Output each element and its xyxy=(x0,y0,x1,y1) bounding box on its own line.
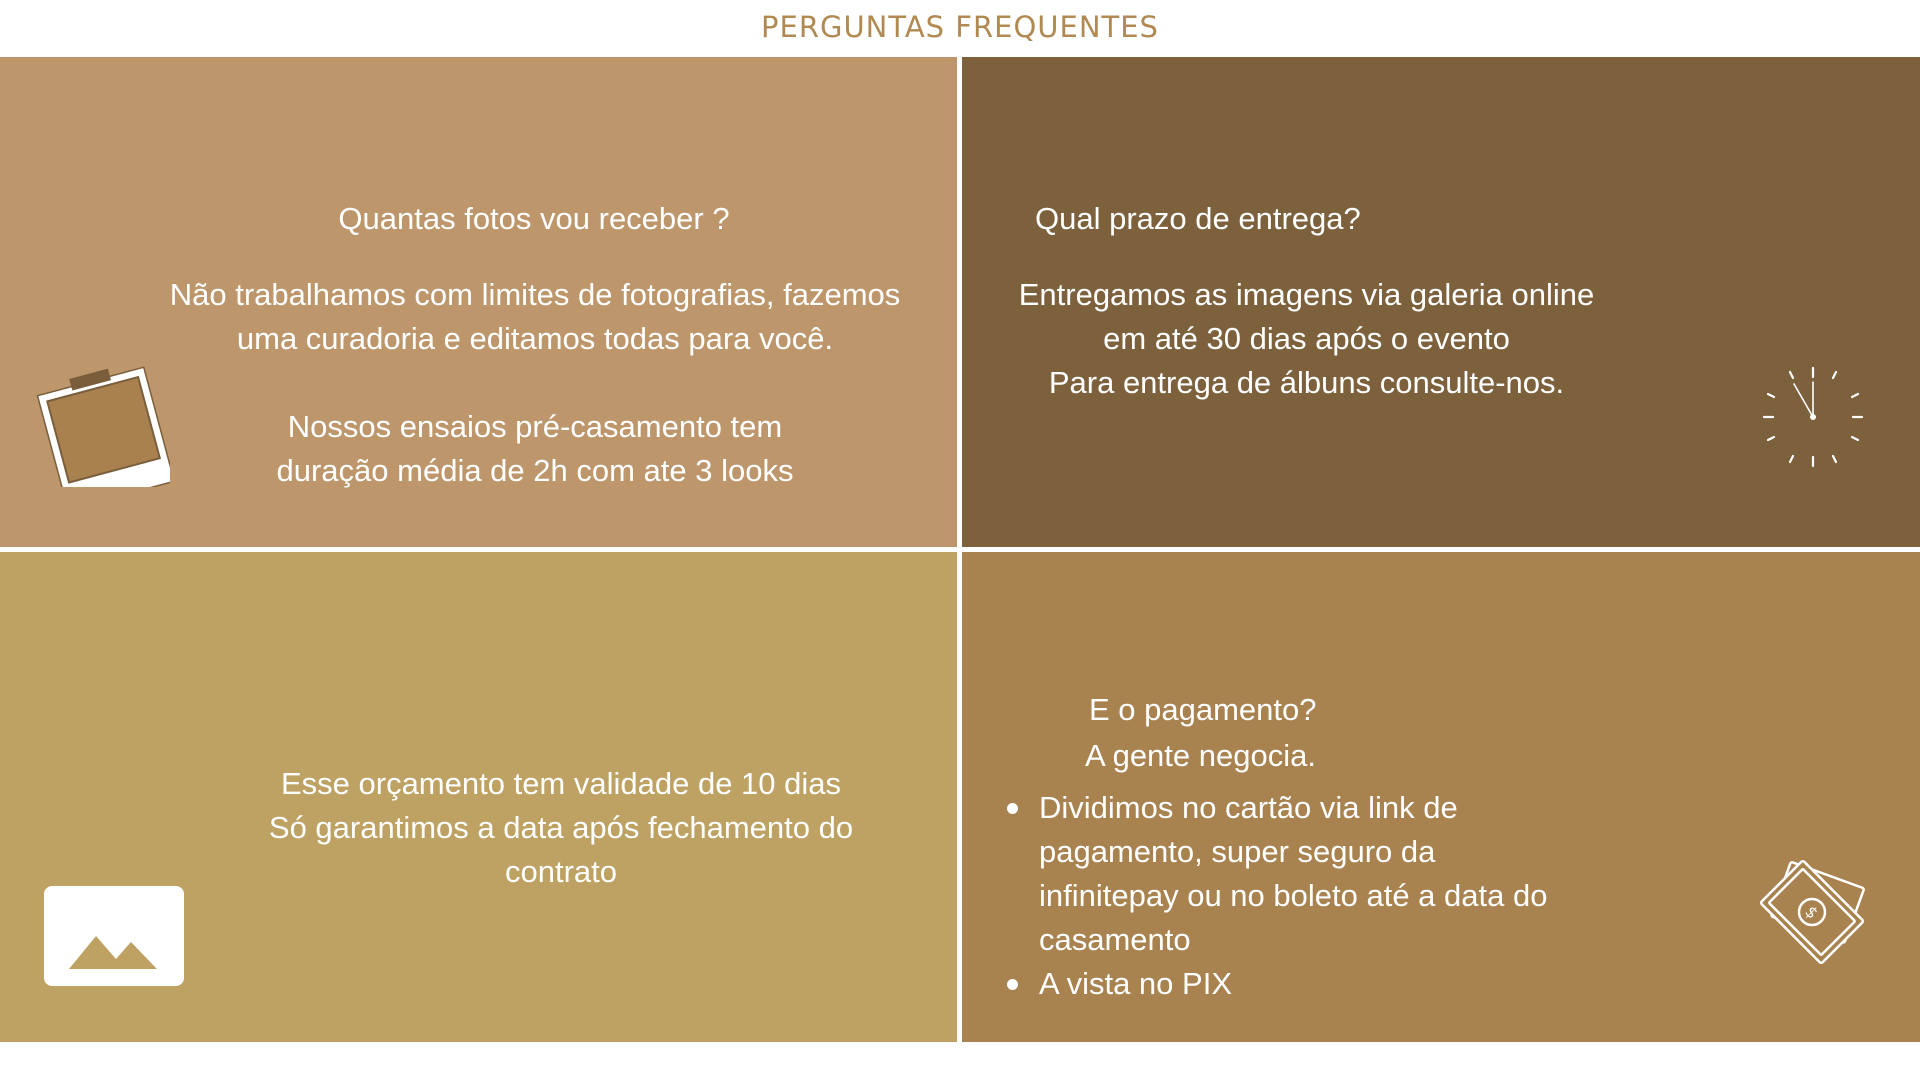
delivery-question: Qual prazo de entrega? xyxy=(1035,201,1361,236)
faq-budget-panel xyxy=(0,552,957,1042)
image-icon xyxy=(44,886,184,986)
delivery-answer-line3: Para entrega de álbuns consulte-nos. xyxy=(1048,365,1565,400)
photos-answer-line1: Não trabalhamos com limites de fotografias, fazemos xyxy=(169,277,901,312)
svg-text:$: $ xyxy=(1801,902,1822,923)
payment-question: E o pagamento? xyxy=(1089,692,1317,727)
payment-subtitle: A gente negocia. xyxy=(1085,738,1316,773)
clock-icon xyxy=(1758,362,1868,472)
payment-option-pix: A vista no PIX xyxy=(1003,962,1563,1006)
payment-option-card: Dividimos no cartão via link de pagamento, super seguro da infinitepay ou no boleto até a data do casamento xyxy=(1003,786,1563,962)
session-line1: Nossos ensaios pré-casamento tem xyxy=(287,409,783,444)
polaroid-icon xyxy=(35,362,170,487)
budget-line1: Esse orçamento tem validade de 10 dias xyxy=(280,766,842,801)
money-icon xyxy=(1747,847,1877,977)
budget-line2: Só garantimos a data após fechamento do xyxy=(268,810,854,845)
delivery-answer-line2: em até 30 dias após o evento xyxy=(1103,321,1510,356)
photos-answer-line2: uma curadoria e editamos todas para você. xyxy=(236,321,834,356)
faq-delivery-panel xyxy=(962,57,1920,547)
page-title: PERGUNTAS FREQUENTES xyxy=(761,10,1159,44)
payment-options-list xyxy=(1003,786,1563,1006)
faq-photos-panel xyxy=(0,57,957,547)
delivery-answer-line1: Entregamos as imagens via galeria online xyxy=(1018,277,1595,312)
session-line2: duração média de 2h com ate 3 looks xyxy=(276,453,794,488)
photos-question: Quantas fotos vou receber ? xyxy=(338,201,730,236)
faq-payment-panel xyxy=(962,552,1920,1042)
budget-line3: contrato xyxy=(504,854,617,889)
